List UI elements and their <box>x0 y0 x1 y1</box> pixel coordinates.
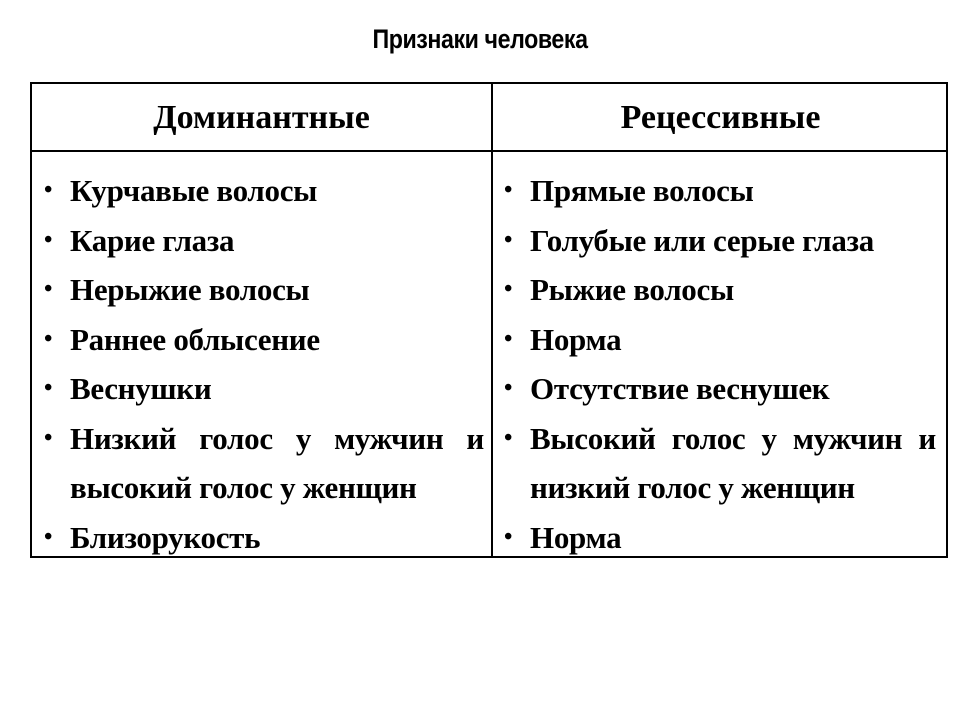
recessive-trait-item <box>504 414 936 513</box>
column-divider <box>491 84 493 556</box>
recessive-trait-item <box>504 315 936 365</box>
dominant-trait-text: Карие глаза <box>70 222 235 258</box>
dominant-trait-item <box>44 513 484 563</box>
recessive-trait-item <box>504 166 936 216</box>
dominant-trait-text: Веснушки <box>70 371 212 406</box>
bullet-icon: • <box>44 375 53 401</box>
dominant-trait-item <box>44 315 484 365</box>
bullet-icon: • <box>504 325 513 352</box>
dominant-column-header: Доминантные <box>153 99 370 136</box>
bullet-icon: • <box>504 523 513 550</box>
recessive-trait-text: Прямые волосы <box>530 173 754 208</box>
dominant-trait-text: Раннее облысение <box>70 321 320 357</box>
recessive-trait-text: Рыжие волосы <box>530 272 734 307</box>
dominant-traits-list <box>44 166 484 562</box>
dominant-trait-text: Курчавые волосы <box>70 173 318 208</box>
bullet-icon: • <box>504 375 513 401</box>
dominant-trait-item <box>44 166 484 216</box>
bullet-icon: • <box>44 523 53 550</box>
dominant-trait-item <box>44 265 484 315</box>
page-title: Признаки человека <box>372 24 588 54</box>
bullet-icon: • <box>44 177 53 203</box>
header-divider <box>32 150 946 152</box>
dominant-trait-text: Близорукость <box>70 519 261 555</box>
bullet-icon: • <box>44 276 53 302</box>
recessive-column-header: Рецессивные <box>620 99 821 136</box>
bullet-icon: • <box>504 177 513 203</box>
bullet-icon: • <box>504 424 513 451</box>
dominant-trait-item <box>44 216 484 266</box>
bullet-icon: • <box>44 226 53 253</box>
recessive-trait-item <box>504 265 936 315</box>
recessive-trait-text: Голубые или серые глаза <box>530 222 874 258</box>
bullet-icon: • <box>44 325 53 352</box>
bullet-icon: • <box>44 424 53 451</box>
recessive-trait-item <box>504 513 936 563</box>
dominant-trait-text: Нерыжие волосы <box>70 272 310 307</box>
dominant-trait-item <box>44 414 484 513</box>
recessive-trait-item <box>504 364 936 414</box>
recessive-trait-text: Норма <box>530 519 622 555</box>
dominant-trait-item <box>44 364 484 414</box>
dominant-trait-text: Низкий голос у мужчин и высокий голос у женщин <box>70 420 484 505</box>
recessive-trait-text: Отсутствие веснушек <box>530 371 830 406</box>
recessive-trait-text: Норма <box>530 321 622 357</box>
traits-table <box>30 82 948 558</box>
bullet-icon: • <box>504 226 513 253</box>
recessive-trait-text: Высокий голос у мужчин и низкий голос у женщин <box>530 420 936 505</box>
recessive-traits-list <box>504 166 936 562</box>
recessive-trait-item <box>504 216 936 266</box>
bullet-icon: • <box>504 276 513 302</box>
